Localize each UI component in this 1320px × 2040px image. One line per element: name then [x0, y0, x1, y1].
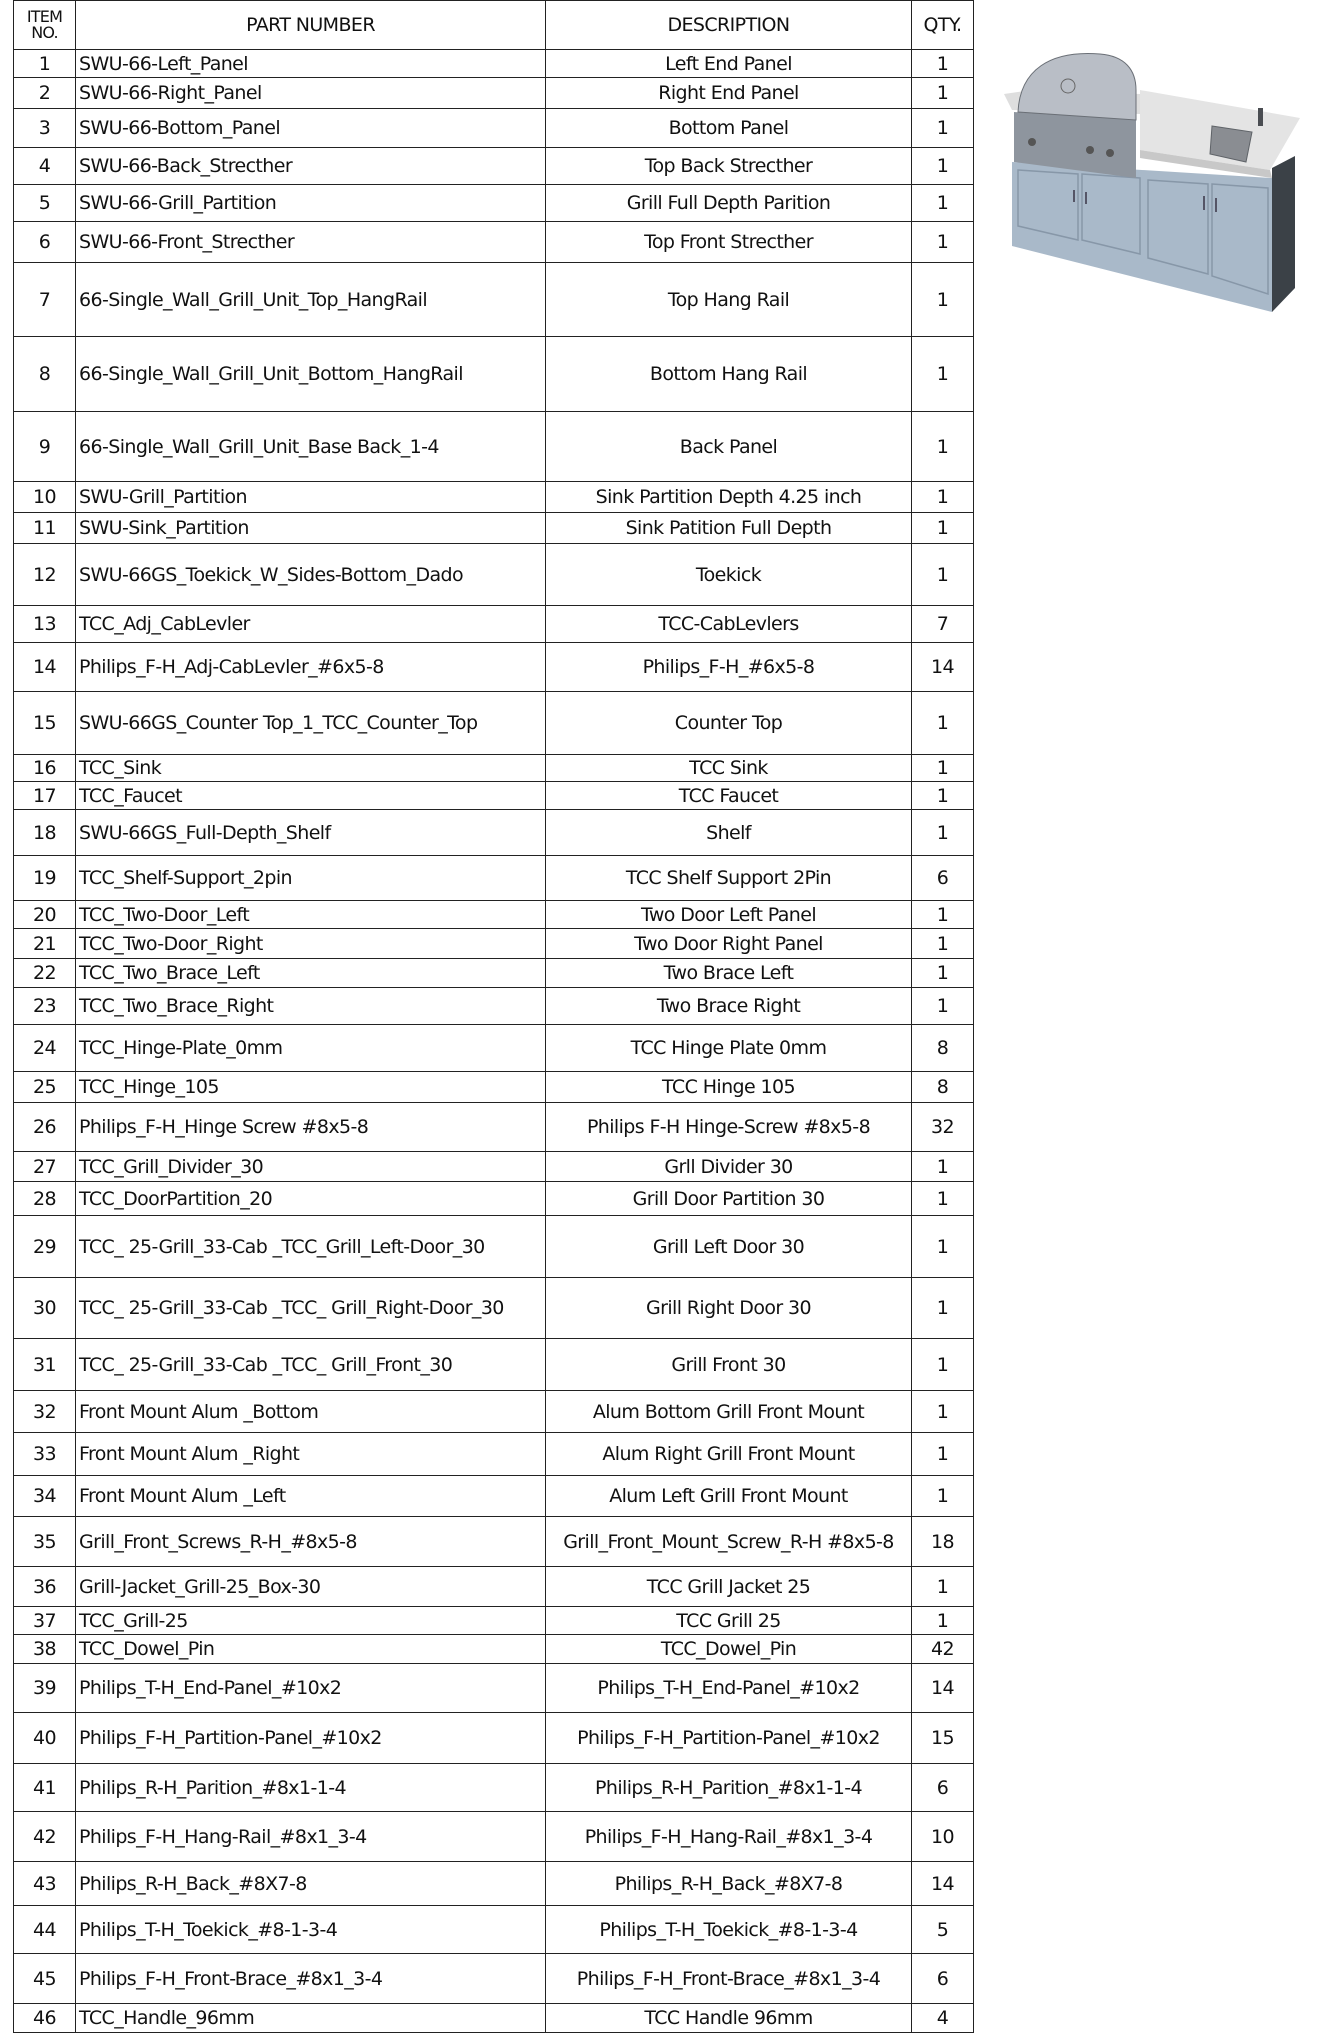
item-number-cell: 27 — [14, 1152, 76, 1182]
description-cell: Philips_T-H_Toekick_#8-1-3-4 — [546, 1906, 912, 1954]
quantity-cell: 6 — [912, 856, 974, 901]
description-cell: TCC Grill Jacket 25 — [546, 1567, 912, 1607]
description-cell: Two Door Left Panel — [546, 901, 912, 929]
item-number-cell: 23 — [14, 988, 76, 1025]
quantity-cell: 1 — [912, 1607, 974, 1635]
table-row — [14, 755, 974, 782]
table-row — [14, 337, 974, 412]
description-cell: Philips_F-H_Front-Brace_#8x1_3-4 — [546, 1954, 912, 2004]
table-row — [14, 606, 974, 643]
part-number-cell: 66-Single_Wall_Grill_Unit_Top_HangRail — [76, 263, 546, 337]
quantity-cell: 1 — [912, 1391, 974, 1433]
part-number-cell: Grill_Front_Screws_R-H_#8x5-8 — [76, 1517, 546, 1567]
item-number-cell: 4 — [14, 148, 76, 185]
description-cell: TCC Handle 96mm — [546, 2004, 912, 2033]
item-number-cell: 5 — [14, 185, 76, 222]
part-number-cell: TCC_Grill-25 — [76, 1607, 546, 1635]
table-row — [14, 1517, 974, 1567]
quantity-cell: 1 — [912, 1182, 974, 1216]
description-cell: Right End Panel — [546, 78, 912, 109]
quantity-cell: 1 — [912, 782, 974, 810]
description-cell: Bottom Hang Rail — [546, 337, 912, 412]
description-cell: Philips_T-H_End-Panel_#10x2 — [546, 1664, 912, 1713]
item-number-cell: 12 — [14, 544, 76, 606]
header-item-no: ITEM NO. — [14, 1, 76, 50]
part-number-cell: Philips_T-H_End-Panel_#10x2 — [76, 1664, 546, 1713]
description-cell: Two Door Right Panel — [546, 929, 912, 959]
quantity-cell: 1 — [912, 1433, 974, 1476]
description-cell: Two Brace Right — [546, 988, 912, 1025]
quantity-cell: 18 — [912, 1517, 974, 1567]
quantity-cell: 1 — [912, 1339, 974, 1391]
description-cell: Grill Front 30 — [546, 1339, 912, 1391]
quantity-cell: 1 — [912, 988, 974, 1025]
table-row — [14, 1664, 974, 1713]
part-number-cell: TCC_Dowel_Pin — [76, 1635, 546, 1664]
item-number-cell: 39 — [14, 1664, 76, 1713]
bill-of-materials-table — [13, 0, 974, 2033]
item-number-cell: 30 — [14, 1278, 76, 1339]
quantity-cell: 1 — [912, 482, 974, 513]
description-cell: Alum Right Grill Front Mount — [546, 1433, 912, 1476]
quantity-cell: 1 — [912, 692, 974, 755]
quantity-cell: 1 — [912, 1152, 974, 1182]
quantity-cell: 5 — [912, 1906, 974, 1954]
quantity-cell: 15 — [912, 1713, 974, 1764]
table-row — [14, 148, 974, 185]
table-row — [14, 1025, 974, 1072]
item-number-cell: 17 — [14, 782, 76, 810]
quantity-cell: 1 — [912, 1476, 974, 1517]
cabinet-side — [1272, 156, 1295, 312]
table-row — [14, 1339, 974, 1391]
table-row — [14, 692, 974, 755]
quantity-cell: 4 — [912, 2004, 974, 2033]
table-row — [14, 2004, 974, 2033]
quantity-cell: 1 — [912, 222, 974, 263]
description-cell: Top Front Strecther — [546, 222, 912, 263]
part-number-cell: TCC_ 25-Grill_33-Cab _TCC_ Grill_Front_30 — [76, 1339, 546, 1391]
item-number-cell: 25 — [14, 1072, 76, 1103]
item-number-cell: 45 — [14, 1954, 76, 2004]
part-number-cell: SWU-66GS_Toekick_W_Sides-Bottom_Dado — [76, 544, 546, 606]
quantity-cell: 1 — [912, 109, 974, 148]
quantity-cell: 1 — [912, 1216, 974, 1278]
item-number-cell: 24 — [14, 1025, 76, 1072]
part-number-cell: Philips_T-H_Toekick_#8-1-3-4 — [76, 1906, 546, 1954]
table-row — [14, 1635, 974, 1664]
part-number-cell: 66-Single_Wall_Grill_Unit_Bottom_HangRail — [76, 337, 546, 412]
quantity-cell: 1 — [912, 1278, 974, 1339]
table-row — [14, 1607, 974, 1635]
item-number-cell: 35 — [14, 1517, 76, 1567]
quantity-cell: 1 — [912, 337, 974, 412]
description-cell: Top Back Strecther — [546, 148, 912, 185]
item-number-cell: 8 — [14, 337, 76, 412]
description-cell: Counter Top — [546, 692, 912, 755]
part-number-cell: TCC_ 25-Grill_33-Cab _TCC_ Grill_Right-Door_30 — [76, 1278, 546, 1339]
table-row — [14, 1072, 974, 1103]
part-number-cell: SWU-66GS_Counter Top_1_TCC_Counter_Top — [76, 692, 546, 755]
description-cell: Two Brace Left — [546, 959, 912, 988]
table-row — [14, 1476, 974, 1517]
item-number-cell: 46 — [14, 2004, 76, 2033]
quantity-cell: 6 — [912, 1764, 974, 1812]
part-number-cell: SWU-66-Back_Strecther — [76, 148, 546, 185]
part-number-cell: Grill-Jacket_Grill-25_Box-30 — [76, 1567, 546, 1607]
quantity-cell: 1 — [912, 755, 974, 782]
item-number-cell: 38 — [14, 1635, 76, 1664]
description-cell: Philips F-H Hinge-Screw #8x5-8 — [546, 1103, 912, 1152]
item-number-cell: 1 — [14, 50, 76, 78]
description-cell: TCC-CabLevlers — [546, 606, 912, 643]
description-cell: Sink Patition Full Depth — [546, 513, 912, 544]
description-cell: Grill_Front_Mount_Screw_R-H #8x5-8 — [546, 1517, 912, 1567]
quantity-cell: 1 — [912, 78, 974, 109]
table-row — [14, 78, 974, 109]
item-number-cell: 41 — [14, 1764, 76, 1812]
description-cell: Grill Left Door 30 — [546, 1216, 912, 1278]
table-row — [14, 1812, 974, 1862]
description-cell: Grill Door Partition 30 — [546, 1182, 912, 1216]
part-number-cell: TCC_Two-Door_Left — [76, 901, 546, 929]
table-row — [14, 1278, 974, 1339]
table-row — [14, 782, 974, 810]
item-number-cell: 29 — [14, 1216, 76, 1278]
part-number-cell: SWU-Grill_Partition — [76, 482, 546, 513]
description-cell: Bottom Panel — [546, 109, 912, 148]
description-cell: TCC Shelf Support 2Pin — [546, 856, 912, 901]
description-cell: Grill Right Door 30 — [546, 1278, 912, 1339]
part-number-cell: TCC_Handle_96mm — [76, 2004, 546, 2033]
table-row — [14, 1152, 974, 1182]
quantity-cell: 42 — [912, 1635, 974, 1664]
part-number-cell: SWU-66-Grill_Partition — [76, 185, 546, 222]
quantity-cell: 14 — [912, 1862, 974, 1906]
part-number-cell: TCC_Two_Brace_Left — [76, 959, 546, 988]
description-cell: Philips_R-H_Back_#8X7-8 — [546, 1862, 912, 1906]
part-number-cell: SWU-66-Front_Strecther — [76, 222, 546, 263]
item-number-cell: 32 — [14, 1391, 76, 1433]
table-row — [14, 1906, 974, 1954]
description-cell: Philips_F-H_#6x5-8 — [546, 643, 912, 692]
faucet-icon — [1258, 108, 1263, 126]
item-number-cell: 34 — [14, 1476, 76, 1517]
item-number-cell: 33 — [14, 1433, 76, 1476]
quantity-cell: 1 — [912, 959, 974, 988]
part-number-cell: SWU-66-Right_Panel — [76, 78, 546, 109]
item-number-cell: 36 — [14, 1567, 76, 1607]
item-number-cell: 2 — [14, 78, 76, 109]
part-number-cell: Philips_F-H_Hinge Screw #8x5-8 — [76, 1103, 546, 1152]
item-number-cell: 40 — [14, 1713, 76, 1764]
table-row — [14, 988, 974, 1025]
quantity-cell: 8 — [912, 1072, 974, 1103]
part-number-cell: TCC_Two-Door_Right — [76, 929, 546, 959]
part-number-cell: TCC_Adj_CabLevler — [76, 606, 546, 643]
table-row — [14, 1862, 974, 1906]
item-number-cell: 11 — [14, 513, 76, 544]
item-number-cell: 42 — [14, 1812, 76, 1862]
part-number-cell: Front Mount Alum _Right — [76, 1433, 546, 1476]
quantity-cell: 32 — [912, 1103, 974, 1152]
part-number-cell: Philips_R-H_Parition_#8x1-1-4 — [76, 1764, 546, 1812]
item-number-cell: 14 — [14, 643, 76, 692]
table-row — [14, 1103, 974, 1152]
table-row — [14, 513, 974, 544]
table-row — [14, 810, 974, 856]
quantity-cell: 1 — [912, 901, 974, 929]
description-cell: Alum Bottom Grill Front Mount — [546, 1391, 912, 1433]
table-header-row — [14, 1, 974, 50]
part-number-cell: SWU-Sink_Partition — [76, 513, 546, 544]
item-number-cell: 44 — [14, 1906, 76, 1954]
quantity-cell: 8 — [912, 1025, 974, 1072]
grill-cabinet-render — [990, 50, 1315, 320]
quantity-cell: 14 — [912, 1664, 974, 1713]
part-number-cell: TCC_Hinge-Plate_0mm — [76, 1025, 546, 1072]
description-cell: Grill Full Depth Parition — [546, 185, 912, 222]
part-number-cell: SWU-66-Bottom_Panel — [76, 109, 546, 148]
item-number-cell: 7 — [14, 263, 76, 337]
item-number-cell: 22 — [14, 959, 76, 988]
table-row — [14, 109, 974, 148]
table-row — [14, 856, 974, 901]
cabinet-front — [1012, 162, 1272, 312]
description-cell: TCC Hinge Plate 0mm — [546, 1025, 912, 1072]
description-cell: Philips_F-H_Partition-Panel_#10x2 — [546, 1713, 912, 1764]
description-cell: TCC_Dowel_Pin — [546, 1635, 912, 1664]
table-row — [14, 643, 974, 692]
description-cell: Sink Partition Depth 4.25 inch — [546, 482, 912, 513]
item-number-cell: 37 — [14, 1607, 76, 1635]
quantity-cell: 10 — [912, 1812, 974, 1862]
description-cell: Philips_R-H_Parition_#8x1-1-4 — [546, 1764, 912, 1812]
description-cell: Shelf — [546, 810, 912, 856]
table-row — [14, 1713, 974, 1764]
header-qty: QTY. — [912, 1, 974, 50]
quantity-cell: 1 — [912, 513, 974, 544]
header-description: DESCRIPTION — [546, 1, 912, 50]
part-number-cell: TCC_Shelf-Support_2pin — [76, 856, 546, 901]
item-number-cell: 21 — [14, 929, 76, 959]
part-number-cell: TCC_ 25-Grill_33-Cab _TCC_Grill_Left-Door_30 — [76, 1216, 546, 1278]
part-number-cell: TCC_Grill_Divider_30 — [76, 1152, 546, 1182]
part-number-cell: Philips_R-H_Back_#8X7-8 — [76, 1862, 546, 1906]
item-number-cell: 18 — [14, 810, 76, 856]
item-number-cell: 13 — [14, 606, 76, 643]
part-number-cell: Philips_F-H_Hang-Rail_#8x1_3-4 — [76, 1812, 546, 1862]
part-number-cell: TCC_Hinge_105 — [76, 1072, 546, 1103]
part-number-cell: SWU-66GS_Full-Depth_Shelf — [76, 810, 546, 856]
item-number-cell: 20 — [14, 901, 76, 929]
part-number-cell: TCC_Two_Brace_Right — [76, 988, 546, 1025]
description-cell: Top Hang Rail — [546, 263, 912, 337]
table-body — [14, 50, 974, 2033]
quantity-cell: 1 — [912, 185, 974, 222]
table-row — [14, 185, 974, 222]
quantity-cell: 1 — [912, 929, 974, 959]
table-row — [14, 901, 974, 929]
item-number-cell: 43 — [14, 1862, 76, 1906]
part-number-cell: Front Mount Alum _Left — [76, 1476, 546, 1517]
item-number-cell: 19 — [14, 856, 76, 901]
part-number-cell: Philips_F-H_Partition-Panel_#10x2 — [76, 1713, 546, 1764]
item-number-cell: 3 — [14, 109, 76, 148]
quantity-cell: 1 — [912, 544, 974, 606]
item-number-cell: 9 — [14, 412, 76, 482]
table-row — [14, 1954, 974, 2004]
part-number-cell: Front Mount Alum _Bottom — [76, 1391, 546, 1433]
quantity-cell: 6 — [912, 1954, 974, 2004]
item-number-cell: 15 — [14, 692, 76, 755]
quantity-cell: 1 — [912, 263, 974, 337]
table-row — [14, 1764, 974, 1812]
table-row — [14, 482, 974, 513]
description-cell: TCC Grill 25 — [546, 1607, 912, 1635]
item-number-cell: 28 — [14, 1182, 76, 1216]
table-row — [14, 1433, 974, 1476]
table-row — [14, 1182, 974, 1216]
part-number-cell: TCC_DoorPartition_20 — [76, 1182, 546, 1216]
description-cell: Philips_F-H_Hang-Rail_#8x1_3-4 — [546, 1812, 912, 1862]
quantity-cell: 7 — [912, 606, 974, 643]
header-part-number: PART NUMBER — [76, 1, 546, 50]
table-row — [14, 959, 974, 988]
table-row — [14, 50, 974, 78]
part-number-cell: TCC_Sink — [76, 755, 546, 782]
grill-hood — [1018, 53, 1136, 120]
table-row — [14, 263, 974, 337]
part-number-cell: 66-Single_Wall_Grill_Unit_Base Back_1-4 — [76, 412, 546, 482]
quantity-cell: 14 — [912, 643, 974, 692]
description-cell: Grll Divider 30 — [546, 1152, 912, 1182]
quantity-cell: 1 — [912, 1567, 974, 1607]
quantity-cell: 1 — [912, 148, 974, 185]
item-number-cell: 26 — [14, 1103, 76, 1152]
description-cell: Toekick — [546, 544, 912, 606]
table-row — [14, 1216, 974, 1278]
item-number-cell: 31 — [14, 1339, 76, 1391]
table-row — [14, 1391, 974, 1433]
description-cell: TCC Faucet — [546, 782, 912, 810]
table-row — [14, 222, 974, 263]
description-cell: TCC Sink — [546, 755, 912, 782]
part-number-cell: TCC_Faucet — [76, 782, 546, 810]
table-row — [14, 544, 974, 606]
item-number-cell: 10 — [14, 482, 76, 513]
item-number-cell: 6 — [14, 222, 76, 263]
table-row — [14, 412, 974, 482]
description-cell: Left End Panel — [546, 50, 912, 78]
description-cell: TCC Hinge 105 — [546, 1072, 912, 1103]
quantity-cell: 1 — [912, 810, 974, 856]
table-row — [14, 929, 974, 959]
quantity-cell: 1 — [912, 412, 974, 482]
part-number-cell: Philips_F-H_Front-Brace_#8x1_3-4 — [76, 1954, 546, 2004]
part-number-cell: Philips_F-H_Adj-CabLevler_#6x5-8 — [76, 643, 546, 692]
item-number-cell: 16 — [14, 755, 76, 782]
quantity-cell: 1 — [912, 50, 974, 78]
description-cell: Alum Left Grill Front Mount — [546, 1476, 912, 1517]
table-row — [14, 1567, 974, 1607]
part-number-cell: SWU-66-Left_Panel — [76, 50, 546, 78]
description-cell: Back Panel — [546, 412, 912, 482]
